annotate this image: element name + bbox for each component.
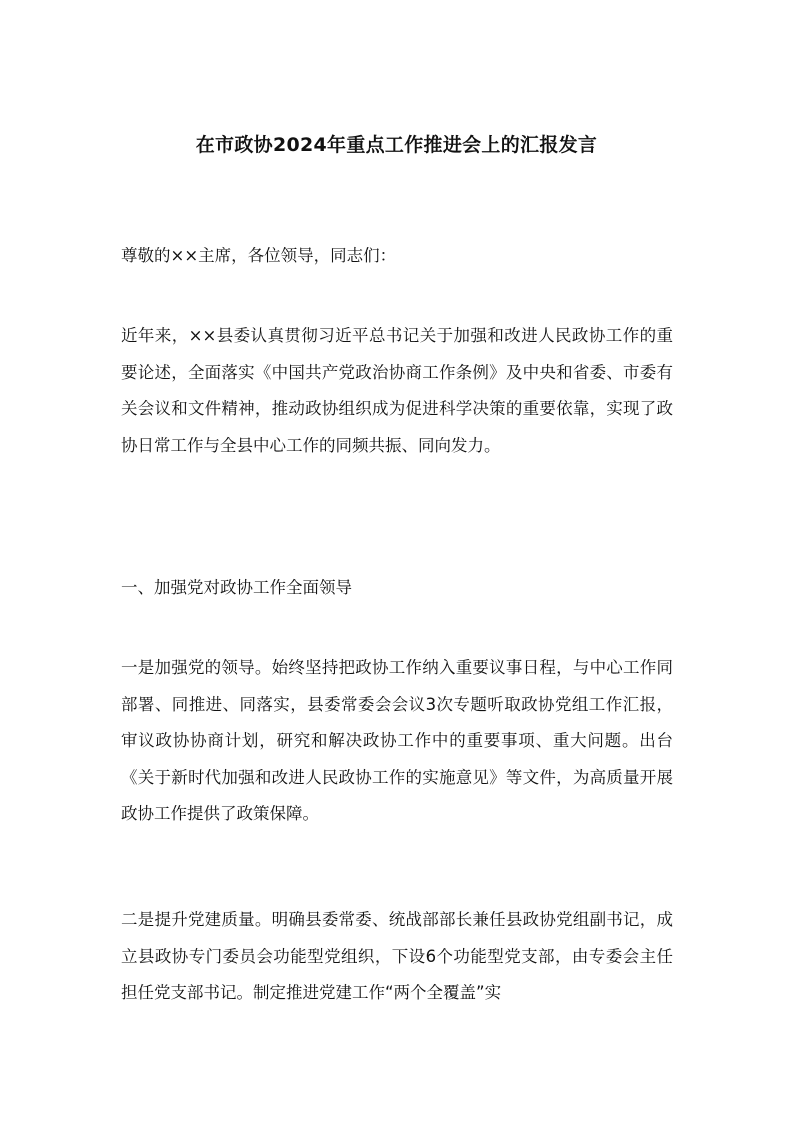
body-paragraph: 一是加强党的领导。始终坚持把政协工作纳入重要议事日程，与中心工作同部署、同推进、同落实，县委常委会会议3次专题听取政协党组工作汇报，审议政协协商计划，研究和解决政协工作中的重要事项、重大问题。出台《关于新时代加强和改进人民政协工作的实施意见》等文件，为高质量开展政协工作提供了政策保障。 — [121, 658, 673, 823]
body-paragraph: 二是提升党建质量。明确县委常委、统战部部长兼任县政协党组副书记，成立县政协专门委员会功能型党组织，下设6个功能型党支部，由专委会主任担任党支部书记。制定推进党建工作“两个全覆盖”实 — [121, 910, 673, 1002]
section-heading: 一、加强党对政协工作全面领导 — [121, 578, 352, 597]
document-title: 在市政协2024年重点工作推进会上的汇报发言 — [195, 134, 598, 156]
salutation-paragraph: 尊敬的××主席，各位领导，同志们： — [121, 246, 397, 265]
intro-paragraph: 近年来，××县委认真贯彻习近平总书记关于加强和改进人民政协工作的重要论述，全面落实《中国共产党政治协商工作条例》及中央和省委、市委有关会议和文件精神，推动政协组织成为促进科学决策的重要依靠，实现了政协日常工作与全县中心工作的同频共振、同向发力。 — [121, 326, 673, 455]
